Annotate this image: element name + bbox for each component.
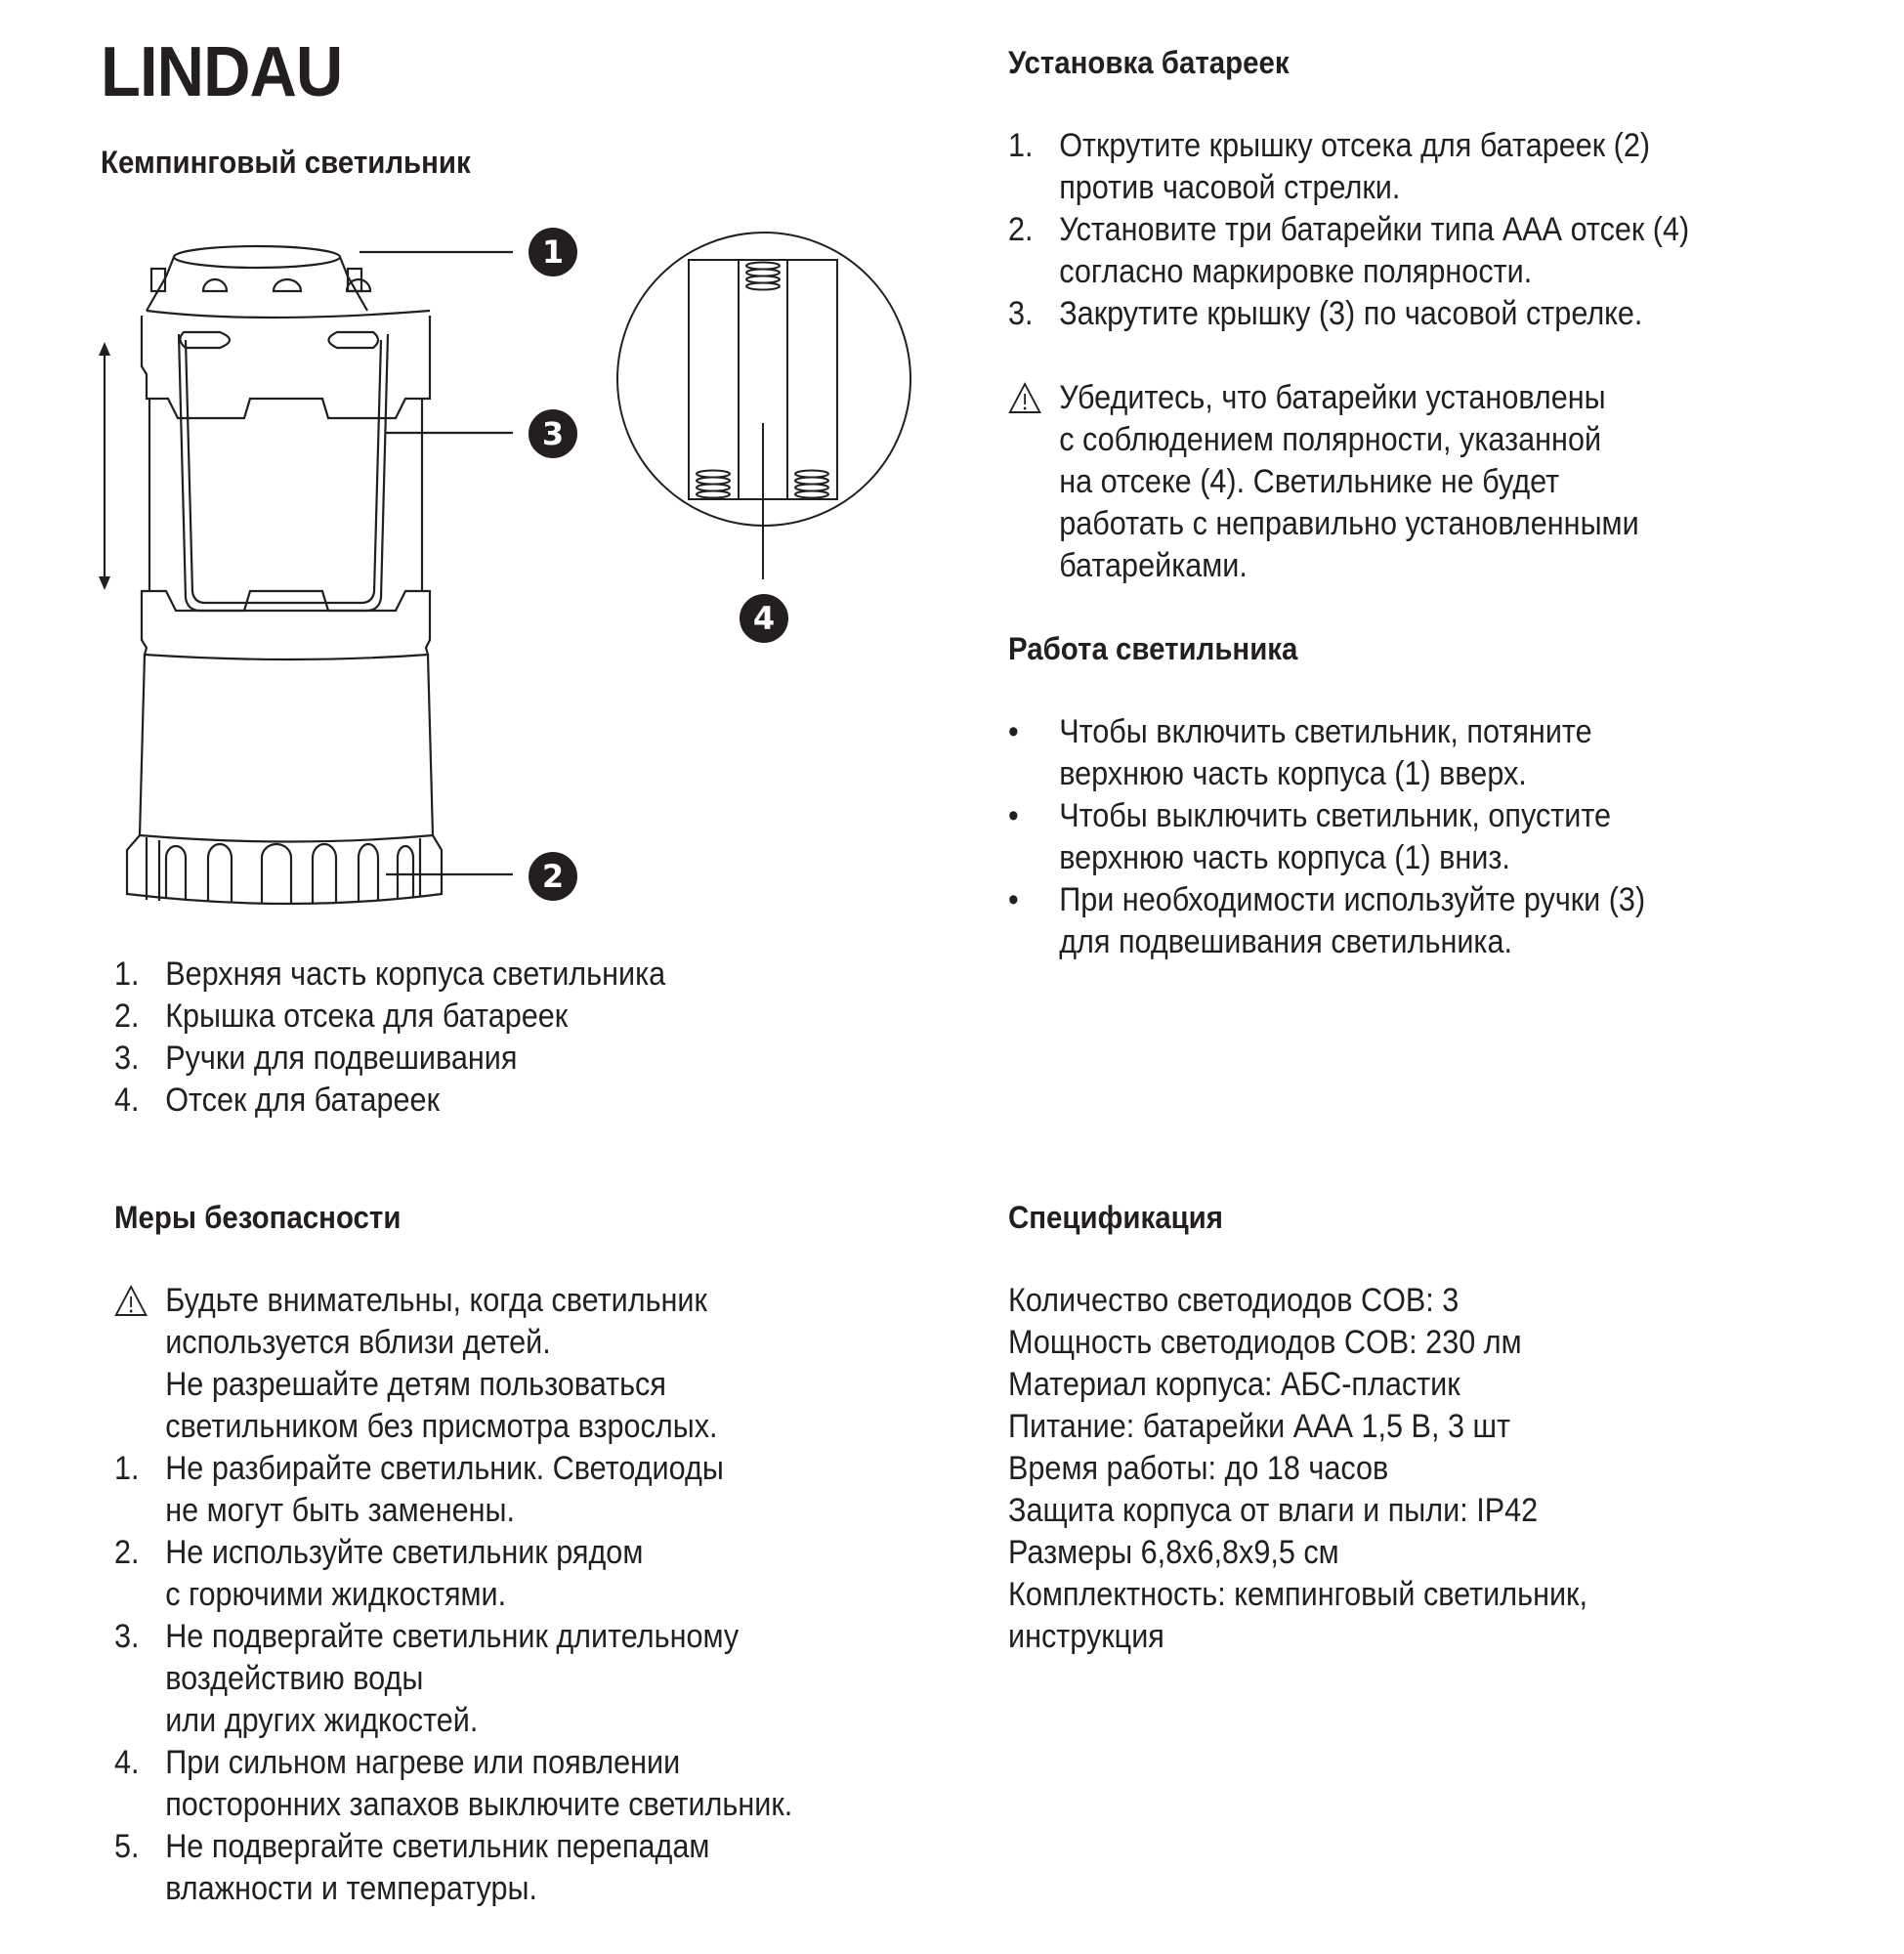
list-item: 2. Установите три батарейки типа ААА отсек (4) согласно маркировке полярности. [1008, 211, 1690, 290]
list-item: 2. Крышка отсека для батареек [114, 998, 569, 1035]
spec-line: Размеры 6,8x6,8x9,5 см [1008, 1534, 1339, 1571]
list-item: 3. Ручки для подвешивания [114, 1040, 518, 1077]
list-item: 3. Закрутите крышку (3) по часовой стрелке. [1008, 295, 1643, 332]
callout-2: 2 [529, 852, 577, 901]
specs-title: Спецификация [1008, 1200, 1223, 1235]
spec-line: инструкция [1008, 1618, 1164, 1655]
bullet-icon: • [1008, 797, 1019, 834]
safety-warning: Будьте внимательны, когда светильник используется вблизи детей. Не разрешайте детям пользоваться светильником без присмотра взрослых. [114, 1280, 792, 1448]
battery-install-steps [1008, 125, 1689, 335]
safety-title: Меры безопасности [114, 1200, 402, 1235]
spec-line: Материал корпуса: АБС-пластик [1008, 1366, 1460, 1403]
list-item: • При необходимости используйте ручки (3) для подвешивания светильника. [1008, 879, 1645, 963]
spring-icon [795, 471, 828, 498]
battery-install-title: Установка батареек [1008, 45, 1290, 80]
parts-list [114, 954, 665, 1122]
lantern-diagram [93, 225, 601, 909]
list-item: 1. Не разбирайте светильник. Светодиоды не могут быть заменены. [114, 1450, 724, 1529]
list-item: 4. Отсек для батареек [114, 1082, 440, 1119]
list-item: 5. Не подвергайте светильник перепадам влажности и температуры. [114, 1828, 710, 1907]
list-item: 3. Не подвергайте светильник длительному воздействию воды или других жидкостей. [114, 1618, 740, 1739]
bullet-icon: • [1008, 881, 1019, 918]
list-item: 1. Открутите крышку отсека для батареек (2) против часовой стрелки. [1008, 127, 1651, 206]
spec-line: Количество светодиодов COB: 3 [1008, 1282, 1460, 1319]
callout-4: 4 [740, 594, 788, 643]
product-subtitle: Кемпинговый светильник [101, 145, 471, 180]
warning-triangle-icon [114, 1280, 165, 1448]
brand-title: LINDAU [101, 33, 343, 111]
spec-line: Комплектность: кемпинговый светильник, [1008, 1576, 1587, 1613]
spec-line: Время работы: до 18 часов [1008, 1450, 1389, 1487]
specs-list [1008, 1280, 1587, 1658]
spec-line: Мощность светодиодов COB: 230 лм [1008, 1324, 1522, 1361]
operation-title: Работа светильника [1008, 631, 1298, 666]
spring-icon [746, 263, 780, 290]
bullet-icon: • [1008, 713, 1019, 750]
battery-compartment-diagram [611, 230, 923, 640]
list-item: 1. Верхняя часть корпуса светильника [114, 956, 666, 993]
height-arrow-icon [99, 342, 110, 590]
list-item: 2. Не используйте светильник рядом с горючими жидкостями. [114, 1534, 644, 1613]
warning-triangle-icon [1008, 377, 1059, 587]
list-item: • Чтобы выключить светильник, опустите верхнюю часть корпуса (1) вниз. [1008, 795, 1645, 879]
spec-line: Питание: батарейки ААА 1,5 В, 3 шт [1008, 1408, 1511, 1445]
callout-1: 1 [529, 228, 577, 276]
callout-3: 3 [529, 409, 577, 458]
spring-icon [697, 471, 730, 498]
list-item: 4. При сильном нагреве или появлении посторонних запахов выключите светильник. [114, 1744, 793, 1823]
spec-line: Защита корпуса от влаги и пыли: IP42 [1008, 1492, 1539, 1529]
battery-warning: Убедитесь, что батарейки установлены с соблюдением полярности, указанной на отсеке (4). Светильнике не будет работать с неправильно установленными батарейками. [1008, 377, 1639, 587]
operation-list [1008, 711, 1645, 963]
list-item: • Чтобы включить светильник, потяните верхнюю часть корпуса (1) вверх. [1008, 711, 1645, 795]
safety-list [114, 1280, 792, 1910]
